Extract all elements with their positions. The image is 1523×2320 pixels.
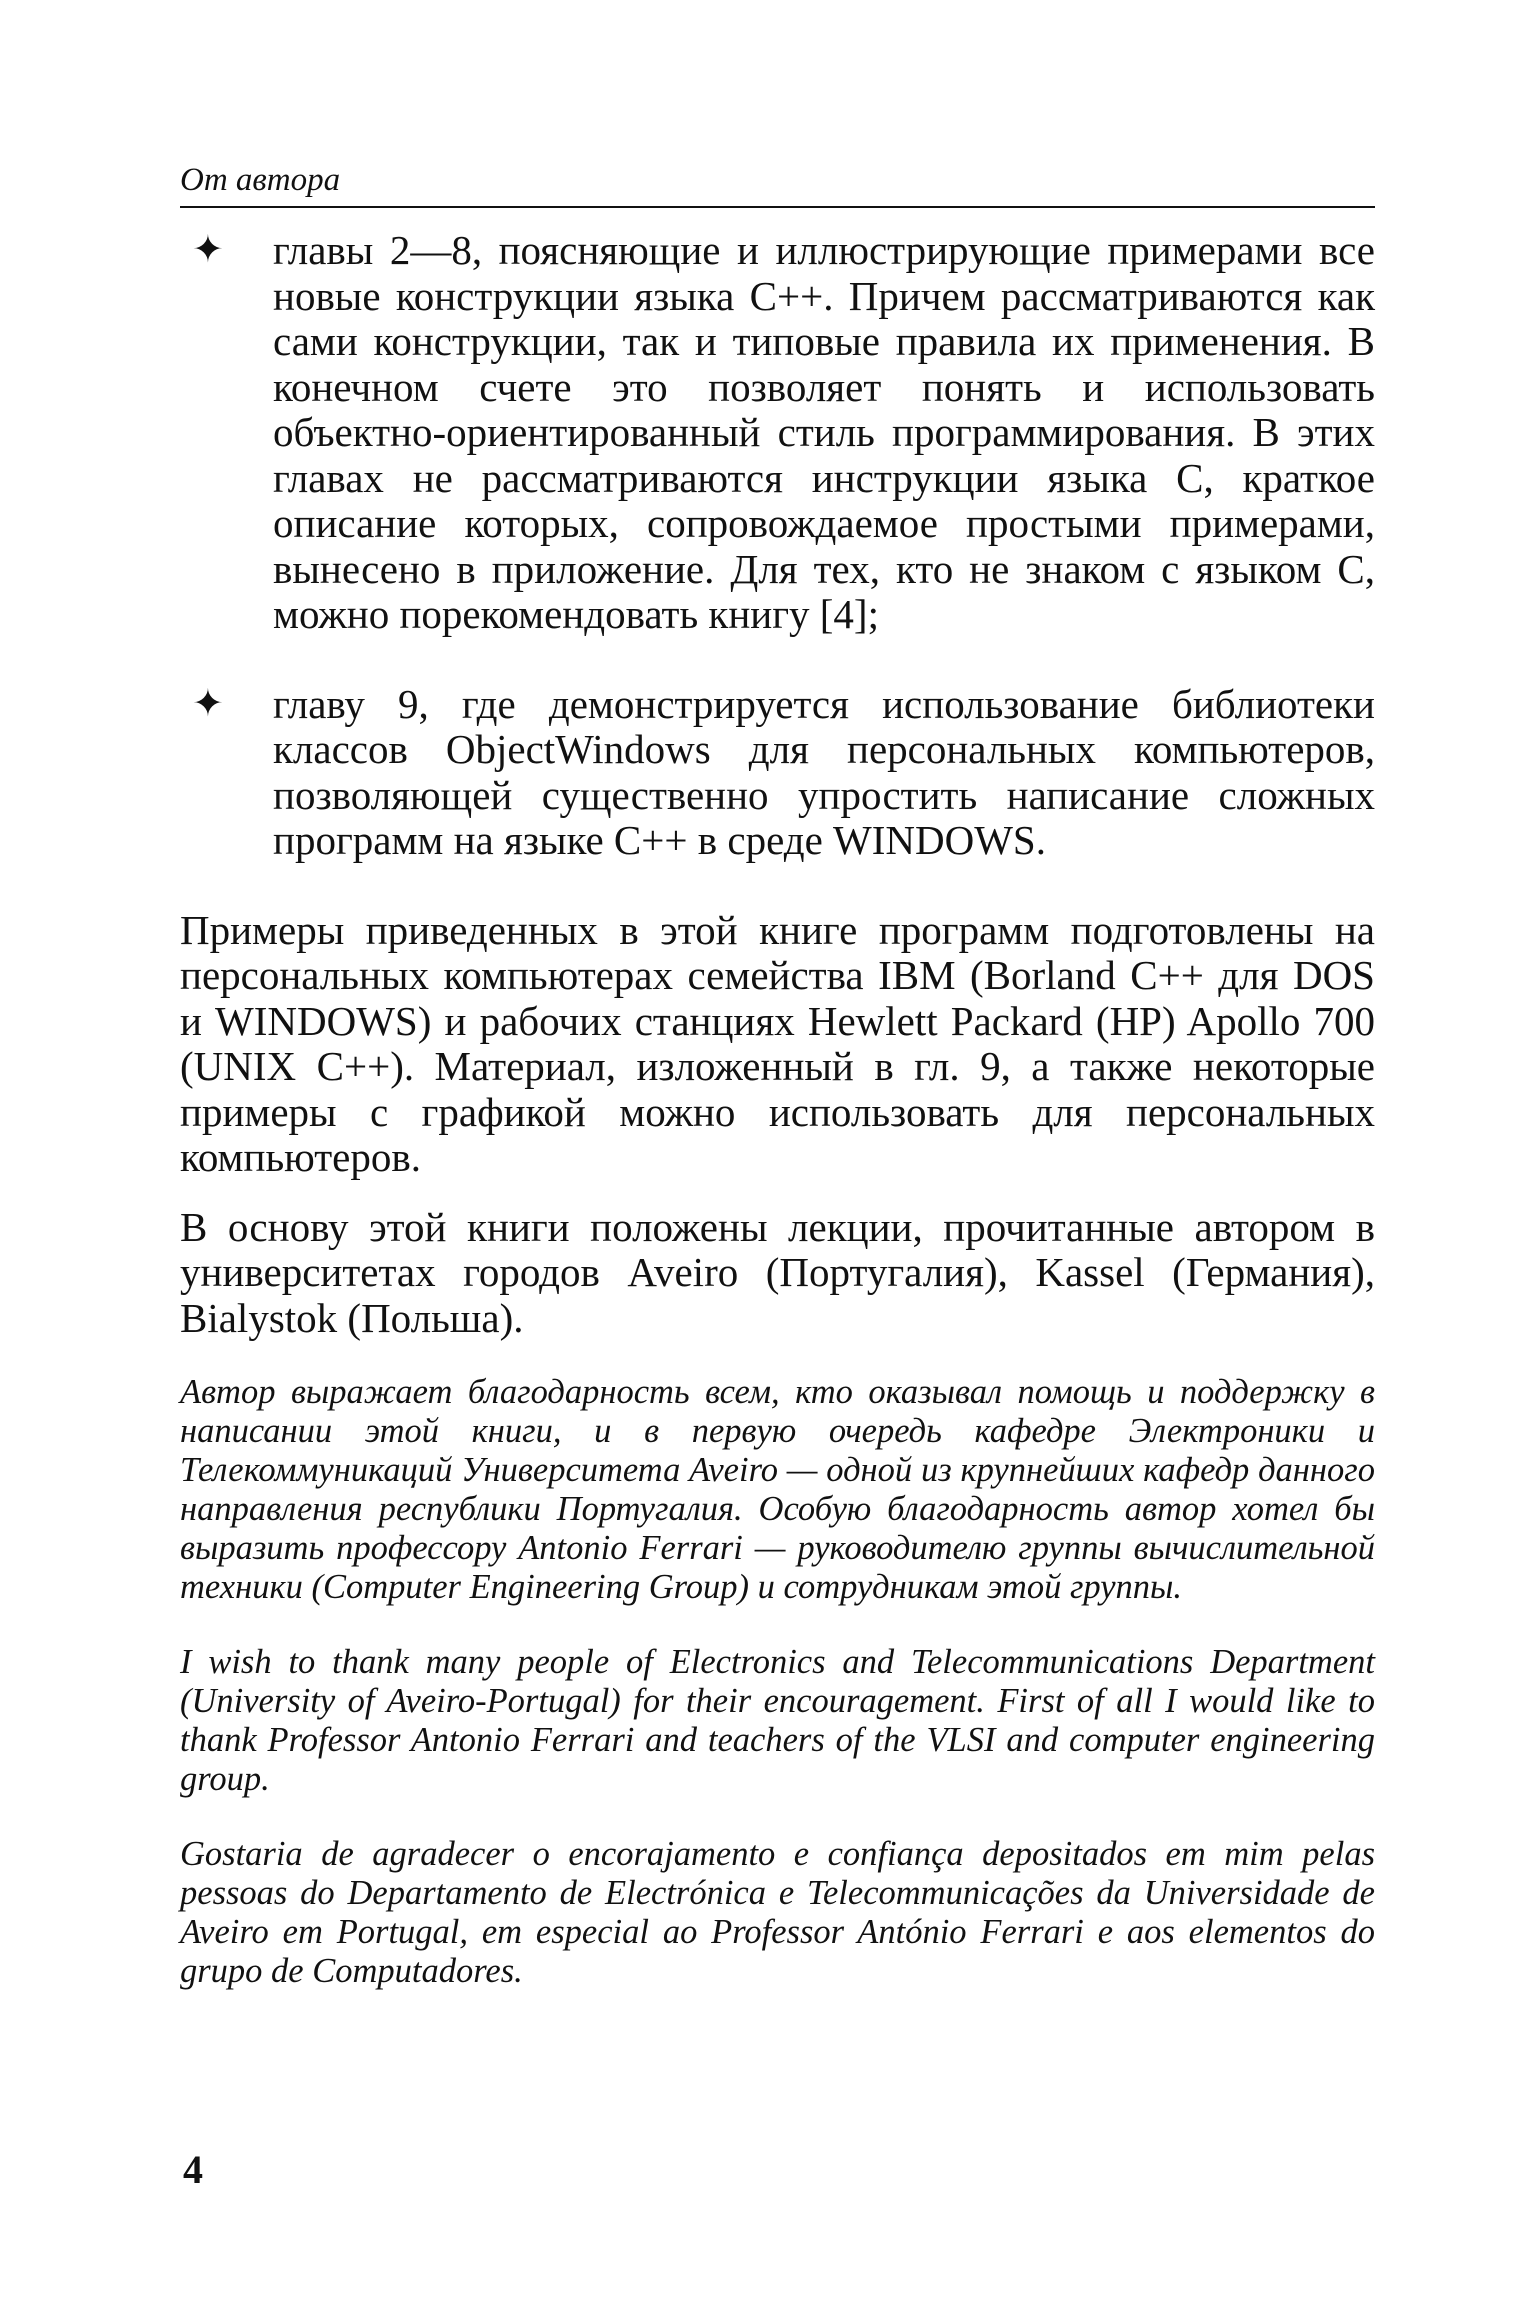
bullet-text: главы 2—8, поясняющие и иллюстрирующие примерами все новые конструкции языка C++. Причем рассматриваются как сами конструкции, так и типовые правила их применения. В конечном счете это позволяет понять и использовать объектно-ориентированный стиль программирования. В этих главах не рассматриваются инструкции языка С, краткое описание которых, сопровождаемое простыми примерами, вынесено в приложение. Для тех, кто не знаком с языком С, можно порекомендовать книгу [4]; — [273, 227, 1375, 637]
bullet-text: главу 9, где демонстрируется использование библиотеки классов ObjectWindows для персональных компьютеров, позволяющей существенно упростить написание сложных программ на языке C++ в среде WINDOWS. — [273, 680, 1375, 863]
diamond-bullet-icon: ✦ — [192, 682, 224, 725]
page-content — [180, 160, 1375, 2027]
paragraph-examples: Примеры приведенных в этой книге программ подготовлены на персональных компьютерах семейства IBM (Borland C++ для DOS и WINDOWS) и рабочих станциях Hewlett Packard (HP) Apollo 700 (UNIX C++). Материал, изложенный в гл. 9, а также некоторые примеры с графикой можно использовать для персональных компьютеров. — [180, 906, 1375, 1180]
paragraph-lectures: В основу этой книги положены лекции, прочитанные автором в университетах городов Aveiro (Португалия), Kassel (Германия), Bialystok (Польша). — [180, 1203, 1375, 1341]
acknowledgement-english: I wish to thank many people of Electronics and Telecommunications Department (University of Aveiro-Portugal) for their encouragement. First of all I would like to thank Professor Antonio Ferrari and teachers of the VLSI and computer engineering group. — [180, 1643, 1375, 1798]
bullet-item-chapter-9 — [180, 682, 1375, 864]
diamond-bullet-icon: ✦ — [192, 229, 224, 271]
running-title: От автора — [180, 160, 1375, 208]
acknowledgement-russian: Автор выражает благодарность всем, кто оказывал помощь и поддержку в написании этой книги, и в первую очередь кафедре Электроники и Телекоммуникаций Университета Aveiro — одной из крупнейших кафедр данного направления республики Португалия. Особую благодарность автор хотел бы выразить профессору Antonio Ferrari — руководителю группы вычислительной техники (Computer Engineering Group) и сотрудникам этой группы. — [180, 1373, 1375, 1606]
page-number: 4 — [183, 2147, 203, 2192]
acknowledgement-portuguese: Gostaria de agradecer o encorajamento e confiança depositados em mim pelas pessoas do Departamento de Electrónica e Telecommunicações da Universidade de Aveiro em Portugal, em especial ao Professor António Ferrari e aos elementos do grupo de Computadores. — [180, 1835, 1375, 1990]
bullet-item-chapters-2-8 — [180, 228, 1375, 638]
